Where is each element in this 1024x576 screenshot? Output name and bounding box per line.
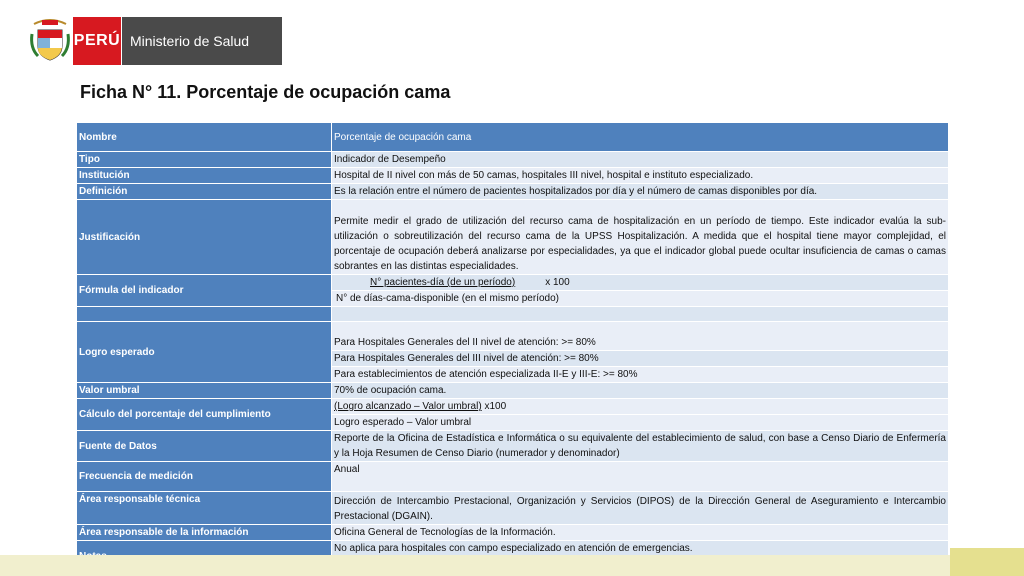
- row-label: Institución: [77, 168, 332, 184]
- ministry-name: Ministerio de Salud: [122, 17, 282, 65]
- table-row-definicion: [77, 184, 949, 200]
- page-title: Ficha N° 11. Porcentaje de ocupación cama: [80, 82, 451, 102]
- row-value: Dirección de Intercambio Prestacional, Organización y Servicios (DIPOS) de la Dirección General de Aseguramiento e Intercambio Prestacional (DGAIN).: [332, 492, 949, 525]
- indicator-sheet-table: [76, 122, 949, 572]
- table-row-calculo: [77, 399, 949, 415]
- formula-numerator-cell: [332, 275, 949, 291]
- calculo-numerator-cell: [332, 399, 949, 415]
- notas-line-1: No aplica para hospitales con campo especializado en atención de emergencias.: [334, 543, 693, 554]
- row-value: 70% de ocupación cama.: [332, 383, 949, 399]
- row-value: Anual: [332, 462, 949, 492]
- row-label: Cálculo del porcentaje del cumplimiento: [77, 399, 332, 431]
- row-label: Frecuencia de medición: [77, 462, 332, 492]
- peru-logo-block: PERÚ: [73, 17, 121, 65]
- table-row-nombre: [77, 123, 949, 152]
- row-label: Área responsable de la información: [77, 525, 332, 541]
- formula-denominator: N° de días-cama-disponible (en el mismo período): [332, 291, 949, 307]
- table-row-spacer: [77, 307, 949, 322]
- row-value-empty: [332, 307, 949, 322]
- row-label: Tipo: [77, 152, 332, 168]
- footer-accent: [950, 548, 1024, 576]
- row-label: Valor umbral: [77, 383, 332, 399]
- coat-of-arms-icon: [28, 16, 72, 64]
- row-label: Logro esperado: [77, 322, 332, 383]
- logro-line-3: Para establecimientos de atención especializada II-E y III-E: >= 80%: [332, 367, 949, 383]
- row-label: Definición: [77, 184, 332, 200]
- row-value: Indicador de Desempeño: [332, 152, 949, 168]
- formula-numerator: N° pacientes-día (de un período): [370, 277, 516, 288]
- table-row-justificacion: [77, 200, 949, 275]
- calculo-denominator: Logro esperado – Valor umbral: [332, 415, 949, 431]
- formula-multiplier: x 100: [545, 277, 570, 288]
- row-label: Fórmula del indicador: [77, 275, 332, 307]
- table-row-area-tecnica: [77, 492, 949, 525]
- table-row-umbral: [77, 383, 949, 399]
- table-row-tipo: [77, 152, 949, 168]
- logro-line-2: Para Hospitales Generales del III nivel de atención: >= 80%: [332, 351, 949, 367]
- row-label: Justificación: [77, 200, 332, 275]
- calculo-multiplier: x100: [481, 401, 507, 412]
- footer-band: [0, 555, 1024, 576]
- table-row-fuente: [77, 431, 949, 462]
- table-row-frecuencia: [77, 462, 949, 492]
- row-label-empty: [77, 307, 332, 322]
- row-value: Permite medir el grado de utilización del recurso cama de hospitalización en un período de tiempo. Este indicador evalúa la sub-utilización o sobreutilización del recurso cama de la UPSS Hospitalización. A medida que el hospital tiene mayor complejidad, el porcentaje de ocupación deberá analizarse por especialidades, ya que el indicador global puede ocultar insuficiencia de camas o camas sobrantes en las distintas especialidades.: [332, 200, 949, 275]
- calculo-numerator: (Logro alcanzado – Valor umbral): [334, 401, 482, 412]
- table-row-logro: [77, 322, 949, 351]
- row-value: Porcentaje de ocupación cama: [332, 123, 949, 152]
- table-row-institucion: [77, 168, 949, 184]
- row-value: Oficina General de Tecnologías de la Información.: [332, 525, 949, 541]
- table-row-area-info: [77, 525, 949, 541]
- row-value: Hospital de II nivel con más de 50 camas, hospitales III nivel, hospital e instituto especializado.: [332, 168, 949, 184]
- logro-line-1: Para Hospitales Generales del II nivel de atención: >= 80%: [332, 322, 949, 351]
- row-value: Es la relación entre el número de pacientes hospitalizados por día y el número de camas disponibles por día.: [332, 184, 949, 200]
- row-label: Nombre: [77, 123, 332, 152]
- row-value: Reporte de la Oficina de Estadística e Informática o su equivalente del establecimiento de salud, con base a Censo Diario de Enfermería y la Hoja Resumen de Censo Diario (numerador y denominador): [332, 431, 949, 462]
- row-label: Fuente de Datos: [77, 431, 332, 462]
- table-row-formula: [77, 275, 949, 291]
- row-label: Área responsable técnica: [77, 492, 332, 525]
